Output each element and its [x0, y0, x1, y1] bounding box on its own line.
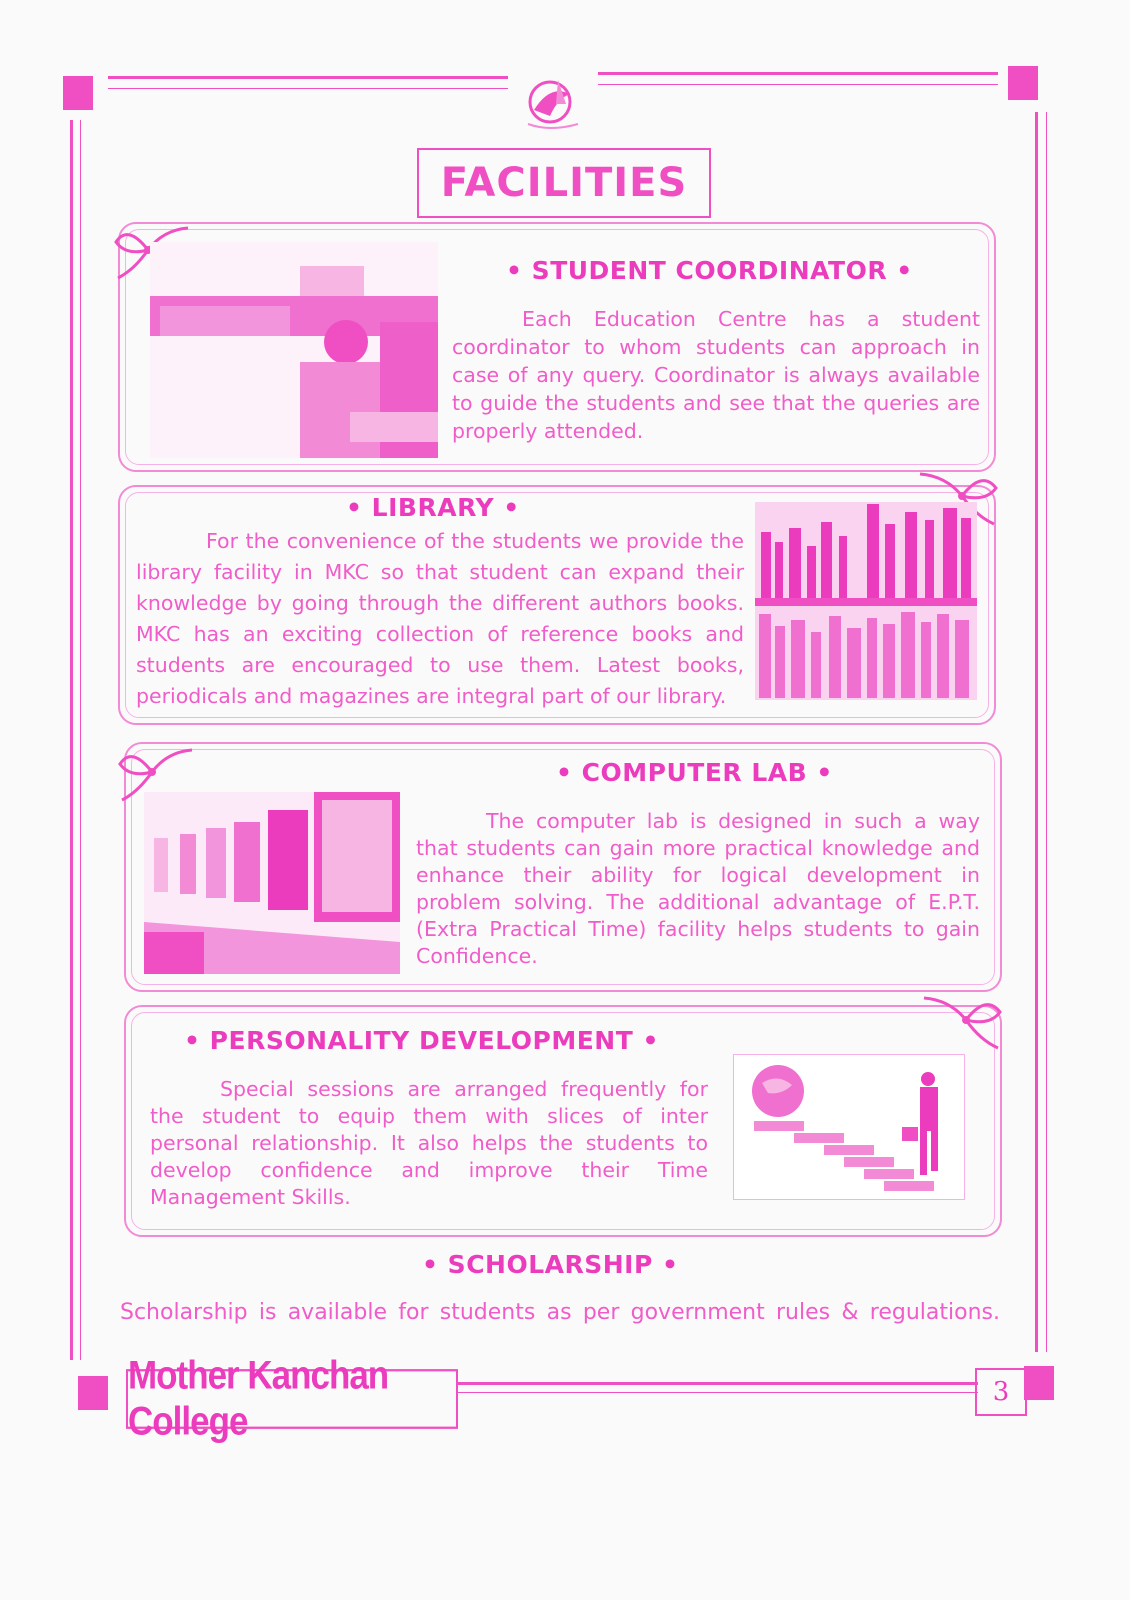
corner-square-top-left [63, 76, 93, 110]
left-rule-thin [80, 120, 81, 1360]
top-rule-right-thin [598, 84, 998, 85]
library-heading: • LIBRARY • [346, 493, 520, 522]
library-bookshelf-photo [755, 502, 977, 700]
corner-square-bottom-right [1024, 1366, 1054, 1400]
ribbon-bow-icon [916, 990, 1008, 1054]
logo-emblem [520, 74, 584, 136]
student-coordinator-text: Each Education Centre has a student coordinator to whom students can approach in case of any query. Coordinator is always available to guide the students and see that the queries are properly attended. [452, 307, 980, 443]
student-coordinator-photo [150, 242, 438, 458]
success-stairs-photo [733, 1054, 965, 1200]
college-name: Mother Kanchan College [126, 1369, 458, 1429]
right-rule-thin [1046, 112, 1047, 1352]
top-rule-right [598, 72, 998, 75]
corner-square-top-right [1008, 66, 1038, 100]
page-title: FACILITIES [417, 148, 711, 218]
corner-square-bottom-left [78, 1376, 108, 1410]
footer-rule-thin [458, 1392, 978, 1393]
student-coordinator-heading: • STUDENT COORDINATOR • [506, 256, 913, 285]
scholarship-heading: • SCHOLARSHIP • [422, 1250, 679, 1279]
library-text: For the convenience of the students we provide the library facility in MKC so that student can expand their knowledge by going through the different authors books. MKC has an exciting collection of reference books and students are encouraged to use them. Latest books, periodicals and magazines are integral part of our library. [136, 529, 744, 708]
computer-lab-photo [144, 792, 400, 974]
personality-development-heading: • PERSONALITY DEVELOPMENT • [184, 1026, 659, 1055]
computer-lab-text: The computer lab is designed in such a way that students can gain more practical knowledge and enhance their ability for logical development in problem solving. The additional advantage of E.P.T. (Extra Practical Time) facility helps students to gain Confidence. [416, 809, 980, 968]
computer-lab-heading: • COMPUTER LAB • [556, 758, 833, 787]
page-number: 3 [975, 1368, 1027, 1416]
footer-rule [458, 1382, 978, 1385]
top-rule-left [108, 76, 508, 79]
top-rule-left-thin [108, 88, 508, 89]
right-rule [1035, 112, 1038, 1352]
left-rule [70, 120, 73, 1360]
scholarship-text: Scholarship is available for students as per government rules & regulations. [120, 1300, 1000, 1325]
personality-development-text: Special sessions are arranged frequently for the student to equip them with slices of inter personal relationship. It also helps the students to develop confidence and improve their Time Management Skills. [150, 1077, 708, 1209]
